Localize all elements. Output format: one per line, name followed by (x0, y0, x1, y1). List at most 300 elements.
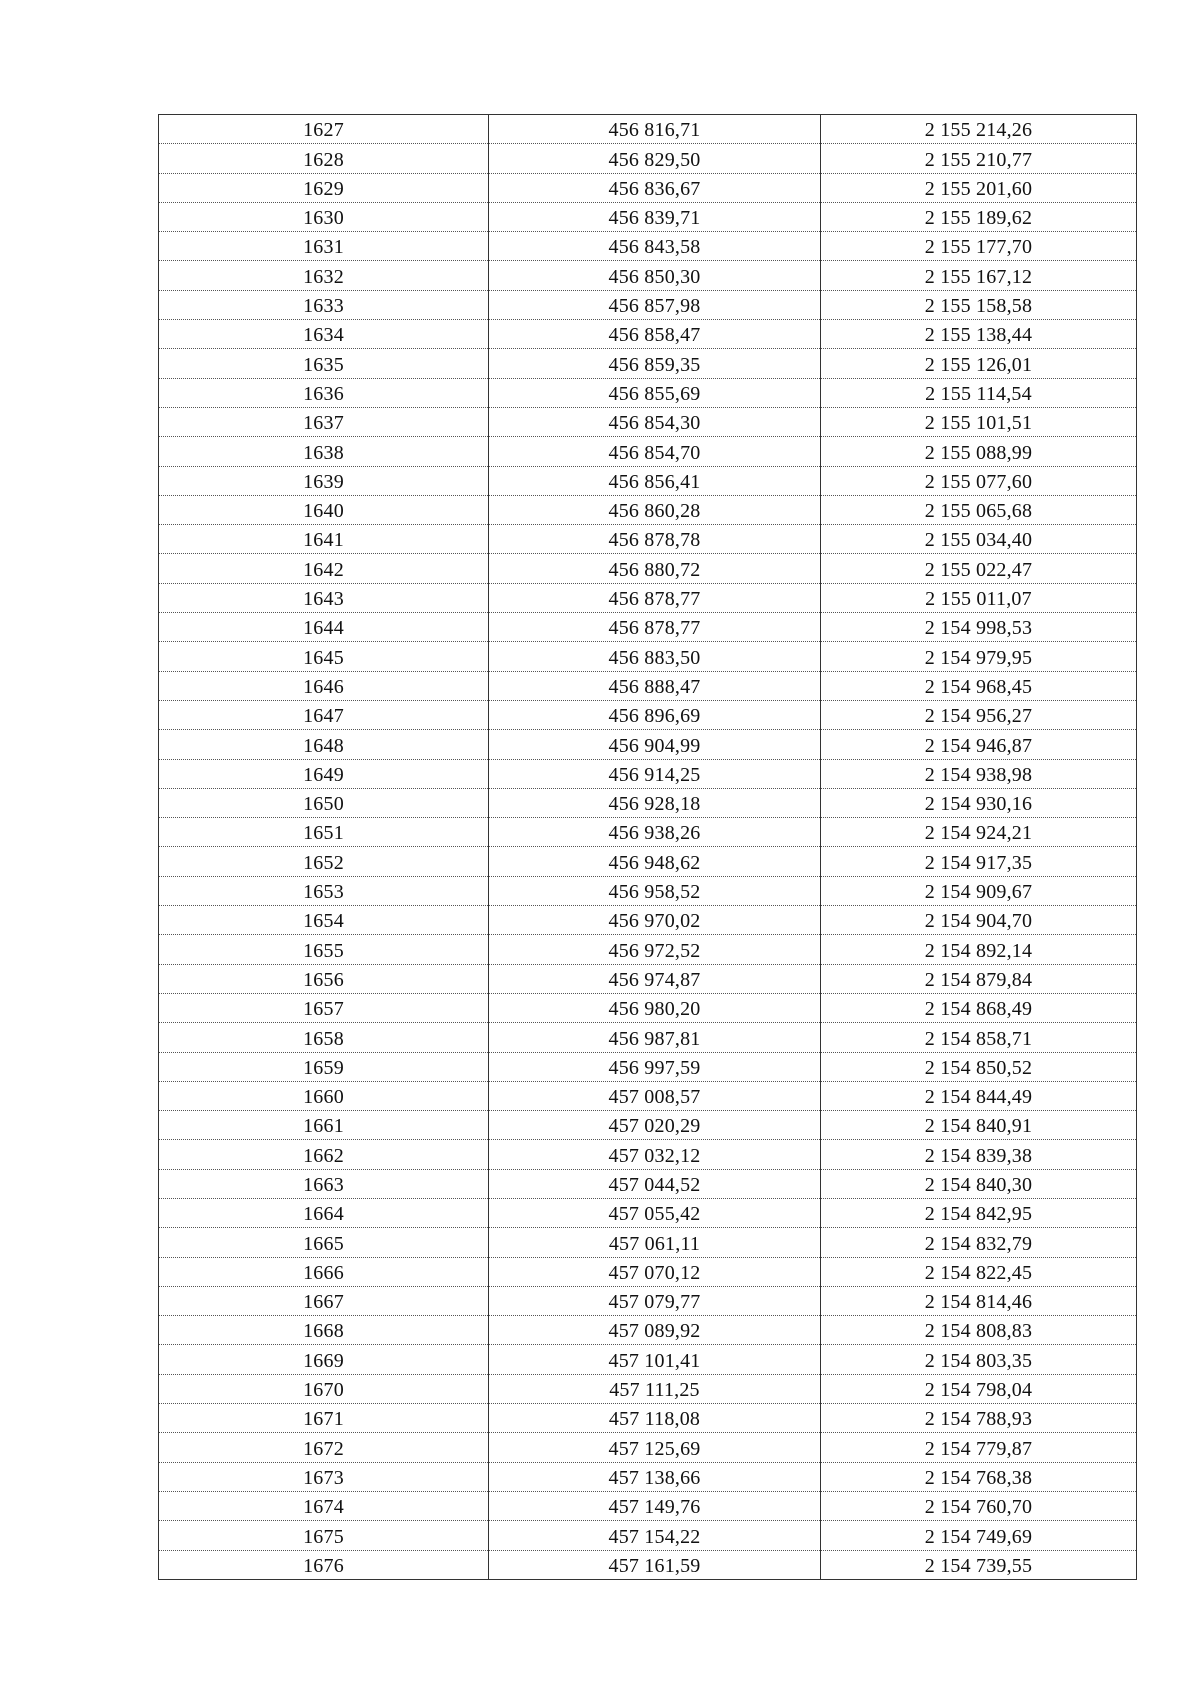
x-coordinate-cell (489, 378, 821, 407)
cell-text: 2 154 768,38 (924, 1466, 1033, 1489)
point-number-cell (159, 906, 489, 935)
cell-text: 457 138,66 (608, 1466, 701, 1489)
point-number-cell (159, 876, 489, 905)
y-coordinate-cell (821, 788, 1137, 817)
x-coordinate-cell (489, 1550, 821, 1579)
cell-text: 1641 (303, 529, 344, 552)
cell-text: 456 854,70 (608, 441, 701, 464)
cell-text: 456 850,30 (608, 265, 701, 288)
cell-text: 457 020,29 (608, 1115, 701, 1138)
cell-text: 456 958,52 (608, 881, 701, 904)
cell-text: 457 089,92 (608, 1320, 701, 1343)
x-coordinate-cell (489, 788, 821, 817)
cell-text: 1645 (303, 646, 344, 669)
table-row (159, 173, 1137, 202)
table-row (159, 730, 1137, 759)
y-coordinate-cell (821, 1052, 1137, 1081)
point-number-cell (159, 173, 489, 202)
y-coordinate-cell (821, 407, 1137, 436)
cell-text: 2 154 832,79 (924, 1232, 1033, 1255)
cell-text: 456 829,50 (608, 148, 701, 171)
y-coordinate-cell (821, 1111, 1137, 1140)
x-coordinate-cell (489, 1286, 821, 1315)
point-number-cell (159, 261, 489, 290)
cell-text: 1670 (303, 1379, 344, 1402)
cell-text: 1648 (303, 734, 344, 757)
table-row (159, 671, 1137, 700)
table-row (159, 1286, 1137, 1315)
coordinates-table-body (159, 115, 1137, 1580)
table-row (159, 818, 1137, 847)
x-coordinate-cell (489, 1374, 821, 1403)
cell-text: 1654 (303, 910, 344, 933)
cell-text: 457 101,41 (608, 1349, 701, 1372)
cell-text: 2 154 803,35 (924, 1349, 1033, 1372)
cell-text: 1661 (303, 1115, 344, 1138)
x-coordinate-cell (489, 613, 821, 642)
cell-text: 1628 (303, 148, 344, 171)
y-coordinate-cell (821, 525, 1137, 554)
cell-text: 456 883,50 (608, 646, 701, 669)
table-row (159, 554, 1137, 583)
cell-text: 457 125,69 (608, 1437, 701, 1460)
cell-text: 2 154 938,98 (924, 763, 1033, 786)
point-number-cell (159, 1316, 489, 1345)
cell-text: 1630 (303, 207, 344, 230)
y-coordinate-cell (821, 642, 1137, 671)
y-coordinate-cell (821, 144, 1137, 173)
x-coordinate-cell (489, 876, 821, 905)
cell-text: 2 154 858,71 (924, 1027, 1033, 1050)
cell-text: 2 154 739,55 (924, 1554, 1033, 1577)
cell-text: 2 155 210,77 (924, 148, 1033, 171)
cell-text: 1656 (303, 968, 344, 991)
cell-text: 1668 (303, 1320, 344, 1343)
point-number-cell (159, 1111, 489, 1140)
table-row (159, 1550, 1137, 1579)
y-coordinate-cell (821, 290, 1137, 319)
y-coordinate-cell (821, 1023, 1137, 1052)
x-coordinate-cell (489, 1491, 821, 1520)
y-coordinate-cell (821, 759, 1137, 788)
y-coordinate-cell (821, 320, 1137, 349)
cell-text: 2 155 158,58 (924, 295, 1033, 318)
cell-text: 1650 (303, 793, 344, 816)
point-number-cell (159, 232, 489, 261)
x-coordinate-cell (489, 261, 821, 290)
table-row (159, 1374, 1137, 1403)
cell-text: 1666 (303, 1261, 344, 1284)
point-number-cell (159, 671, 489, 700)
point-number-cell (159, 847, 489, 876)
x-coordinate-cell (489, 115, 821, 144)
y-coordinate-cell (821, 437, 1137, 466)
coordinates-table (158, 114, 1137, 1580)
point-number-cell (159, 1228, 489, 1257)
table-row (159, 495, 1137, 524)
table-row (159, 437, 1137, 466)
cell-text: 2 155 177,70 (924, 236, 1033, 259)
cell-text: 2 154 749,69 (924, 1525, 1033, 1548)
table-row (159, 1140, 1137, 1169)
x-coordinate-cell (489, 1052, 821, 1081)
y-coordinate-cell (821, 906, 1137, 935)
point-number-cell (159, 935, 489, 964)
x-coordinate-cell (489, 993, 821, 1022)
cell-text: 457 161,59 (608, 1554, 701, 1577)
point-number-cell (159, 1081, 489, 1110)
table-row (159, 1404, 1137, 1433)
y-coordinate-cell (821, 173, 1137, 202)
cell-text: 1664 (303, 1203, 344, 1226)
x-coordinate-cell (489, 1433, 821, 1462)
cell-text: 2 155 088,99 (924, 441, 1033, 464)
y-coordinate-cell (821, 495, 1137, 524)
cell-text: 1644 (303, 617, 344, 640)
y-coordinate-cell (821, 1374, 1137, 1403)
x-coordinate-cell (489, 202, 821, 231)
cell-text: 1674 (303, 1496, 344, 1519)
x-coordinate-cell (489, 1404, 821, 1433)
cell-text: 456 904,99 (608, 734, 701, 757)
cell-text: 2 154 909,67 (924, 881, 1033, 904)
cell-text: 1632 (303, 265, 344, 288)
cell-text: 456 878,77 (608, 617, 701, 640)
y-coordinate-cell (821, 700, 1137, 729)
x-coordinate-cell (489, 320, 821, 349)
table-row (159, 993, 1137, 1022)
point-number-cell (159, 1433, 489, 1462)
table-row (159, 115, 1137, 144)
y-coordinate-cell (821, 554, 1137, 583)
cell-text: 1653 (303, 881, 344, 904)
x-coordinate-cell (489, 290, 821, 319)
cell-text: 2 154 930,16 (924, 793, 1033, 816)
cell-text: 2 154 946,87 (924, 734, 1033, 757)
cell-text: 2 155 011,07 (925, 588, 1032, 611)
cell-text: 2 155 022,47 (924, 558, 1033, 581)
point-number-cell (159, 613, 489, 642)
y-coordinate-cell (821, 349, 1137, 378)
cell-text: 1665 (303, 1232, 344, 1255)
point-number-cell (159, 525, 489, 554)
cell-text: 2 154 798,04 (924, 1379, 1033, 1402)
cell-text: 2 154 879,84 (924, 968, 1033, 991)
cell-text: 1640 (303, 500, 344, 523)
cell-text: 456 854,30 (608, 412, 701, 435)
x-coordinate-cell (489, 1081, 821, 1110)
y-coordinate-cell (821, 1081, 1137, 1110)
cell-text: 2 154 839,38 (924, 1144, 1033, 1167)
y-coordinate-cell (821, 1286, 1137, 1315)
cell-text: 1672 (303, 1437, 344, 1460)
point-number-cell (159, 1052, 489, 1081)
table-row (159, 261, 1137, 290)
point-number-cell (159, 466, 489, 495)
cell-text: 2 154 814,46 (924, 1291, 1033, 1314)
point-number-cell (159, 1023, 489, 1052)
table-row (159, 935, 1137, 964)
y-coordinate-cell (821, 1228, 1137, 1257)
y-coordinate-cell (821, 876, 1137, 905)
cell-text: 2 154 917,35 (924, 851, 1033, 874)
point-number-cell (159, 642, 489, 671)
x-coordinate-cell (489, 1316, 821, 1345)
cell-text: 1627 (303, 119, 344, 142)
cell-text: 456 948,62 (608, 851, 701, 874)
point-number-cell (159, 1462, 489, 1491)
table-row (159, 1111, 1137, 1140)
cell-text: 2 155 167,12 (924, 265, 1033, 288)
table-row (159, 876, 1137, 905)
cell-text: 2 154 979,95 (924, 646, 1033, 669)
point-number-cell (159, 290, 489, 319)
x-coordinate-cell (489, 642, 821, 671)
point-number-cell (159, 759, 489, 788)
cell-text: 456 878,77 (608, 588, 701, 611)
cell-text: 1633 (303, 295, 344, 318)
cell-text: 456 928,18 (608, 793, 701, 816)
cell-text: 2 155 077,60 (924, 470, 1033, 493)
point-number-cell (159, 1286, 489, 1315)
cell-text: 2 155 126,01 (924, 353, 1033, 376)
table-row (159, 202, 1137, 231)
table-row (159, 613, 1137, 642)
cell-text: 1637 (303, 412, 344, 435)
table-row (159, 788, 1137, 817)
cell-text: 2 155 214,26 (924, 119, 1033, 142)
cell-text: 1675 (303, 1525, 344, 1548)
cell-text: 456 860,28 (608, 500, 701, 523)
cell-text: 2 154 850,52 (924, 1056, 1033, 1079)
point-number-cell (159, 144, 489, 173)
cell-text: 457 055,42 (608, 1203, 701, 1226)
point-number-cell (159, 202, 489, 231)
cell-text: 2 154 808,83 (924, 1320, 1033, 1343)
table-row (159, 144, 1137, 173)
table-row (159, 320, 1137, 349)
table-row (159, 1081, 1137, 1110)
x-coordinate-cell (489, 173, 821, 202)
cell-text: 2 154 840,91 (924, 1115, 1033, 1138)
cell-text: 1634 (303, 324, 344, 347)
x-coordinate-cell (489, 1257, 821, 1286)
cell-text: 2 155 114,54 (925, 382, 1032, 405)
x-coordinate-cell (489, 847, 821, 876)
point-number-cell (159, 1169, 489, 1198)
cell-text: 1658 (303, 1027, 344, 1050)
cell-text: 457 070,12 (608, 1261, 701, 1284)
cell-text: 2 155 189,62 (924, 207, 1033, 230)
cell-text: 457 008,57 (608, 1086, 701, 1109)
x-coordinate-cell (489, 144, 821, 173)
cell-text: 1657 (303, 998, 344, 1021)
table-row (159, 1521, 1137, 1550)
cell-text: 1647 (303, 705, 344, 728)
cell-text: 1643 (303, 588, 344, 611)
cell-text: 457 111,25 (609, 1379, 700, 1402)
y-coordinate-cell (821, 1198, 1137, 1227)
cell-text: 456 836,67 (608, 177, 701, 200)
table-row (159, 1462, 1137, 1491)
y-coordinate-cell (821, 1550, 1137, 1579)
point-number-cell (159, 437, 489, 466)
cell-text: 1629 (303, 177, 344, 200)
cell-text: 456 855,69 (608, 382, 701, 405)
cell-text: 1649 (303, 763, 344, 786)
point-number-cell (159, 788, 489, 817)
x-coordinate-cell (489, 407, 821, 436)
table-row (159, 759, 1137, 788)
x-coordinate-cell (489, 935, 821, 964)
x-coordinate-cell (489, 1228, 821, 1257)
x-coordinate-cell (489, 1521, 821, 1550)
table-row (159, 642, 1137, 671)
x-coordinate-cell (489, 583, 821, 612)
x-coordinate-cell (489, 1198, 821, 1227)
point-number-cell (159, 407, 489, 436)
x-coordinate-cell (489, 1169, 821, 1198)
table-row (159, 847, 1137, 876)
cell-text: 1659 (303, 1056, 344, 1079)
table-row (159, 1052, 1137, 1081)
point-number-cell (159, 1140, 489, 1169)
cell-text: 456 858,47 (608, 324, 701, 347)
table-row (159, 525, 1137, 554)
cell-text: 2 155 138,44 (924, 324, 1033, 347)
point-number-cell (159, 583, 489, 612)
cell-text: 1636 (303, 382, 344, 405)
cell-text: 457 044,52 (608, 1173, 701, 1196)
table-row (159, 1198, 1137, 1227)
cell-text: 2 154 844,49 (924, 1086, 1033, 1109)
y-coordinate-cell (821, 935, 1137, 964)
y-coordinate-cell (821, 1521, 1137, 1550)
x-coordinate-cell (489, 466, 821, 495)
table-row (159, 1228, 1137, 1257)
cell-text: 456 878,78 (608, 529, 701, 552)
cell-text: 1662 (303, 1144, 344, 1167)
cell-text: 456 970,02 (608, 910, 701, 933)
cell-text: 2 154 868,49 (924, 998, 1033, 1021)
y-coordinate-cell (821, 1257, 1137, 1286)
cell-text: 456 880,72 (608, 558, 701, 581)
point-number-cell (159, 1491, 489, 1520)
x-coordinate-cell (489, 1462, 821, 1491)
cell-text: 456 974,87 (608, 968, 701, 991)
cell-text: 2 155 034,40 (924, 529, 1033, 552)
y-coordinate-cell (821, 671, 1137, 700)
cell-text: 1642 (303, 558, 344, 581)
x-coordinate-cell (489, 964, 821, 993)
table-row (159, 232, 1137, 261)
table-row (159, 906, 1137, 935)
y-coordinate-cell (821, 964, 1137, 993)
table-row (159, 466, 1137, 495)
cell-text: 457 032,12 (608, 1144, 701, 1167)
cell-text: 1663 (303, 1173, 344, 1196)
cell-text: 2 155 101,51 (924, 412, 1033, 435)
y-coordinate-cell (821, 1404, 1137, 1433)
cell-text: 457 061,11 (608, 1232, 701, 1255)
x-coordinate-cell (489, 1111, 821, 1140)
x-coordinate-cell (489, 730, 821, 759)
cell-text: 2 154 968,45 (924, 675, 1033, 698)
cell-text: 1673 (303, 1466, 344, 1489)
table-row (159, 1316, 1137, 1345)
y-coordinate-cell (821, 1316, 1137, 1345)
cell-text: 2 154 840,30 (924, 1173, 1033, 1196)
x-coordinate-cell (489, 232, 821, 261)
table-row (159, 349, 1137, 378)
y-coordinate-cell (821, 993, 1137, 1022)
point-number-cell (159, 1257, 489, 1286)
y-coordinate-cell (821, 261, 1137, 290)
table-row (159, 1345, 1137, 1374)
cell-text: 456 839,71 (608, 207, 701, 230)
table-row (159, 407, 1137, 436)
table-row (159, 290, 1137, 319)
table-row (159, 1257, 1137, 1286)
cell-text: 1638 (303, 441, 344, 464)
cell-text: 2 154 924,21 (924, 822, 1033, 845)
cell-text: 2 155 065,68 (924, 500, 1033, 523)
y-coordinate-cell (821, 1140, 1137, 1169)
cell-text: 2 154 998,53 (924, 617, 1033, 640)
cell-text: 456 980,20 (608, 998, 701, 1021)
point-number-cell (159, 115, 489, 144)
x-coordinate-cell (489, 349, 821, 378)
cell-text: 1639 (303, 470, 344, 493)
table-row (159, 378, 1137, 407)
table-row (159, 964, 1137, 993)
cell-text: 2 154 904,70 (924, 910, 1033, 933)
cell-text: 1669 (303, 1349, 344, 1372)
point-number-cell (159, 495, 489, 524)
cell-text: 1660 (303, 1086, 344, 1109)
cell-text: 457 154,22 (608, 1525, 701, 1548)
x-coordinate-cell (489, 1023, 821, 1052)
point-number-cell (159, 320, 489, 349)
point-number-cell (159, 993, 489, 1022)
cell-text: 456 997,59 (608, 1056, 701, 1079)
cell-text: 1631 (303, 236, 344, 259)
cell-text: 457 118,08 (608, 1408, 701, 1431)
table-row (159, 1169, 1137, 1198)
cell-text: 456 938,26 (608, 822, 701, 845)
cell-text: 1646 (303, 675, 344, 698)
cell-text: 2 154 760,70 (924, 1496, 1033, 1519)
cell-text: 2 155 201,60 (924, 177, 1033, 200)
x-coordinate-cell (489, 437, 821, 466)
cell-text: 2 154 822,45 (924, 1261, 1033, 1284)
point-number-cell (159, 818, 489, 847)
x-coordinate-cell (489, 671, 821, 700)
cell-text: 456 816,71 (608, 119, 701, 142)
cell-text: 456 914,25 (608, 763, 701, 786)
y-coordinate-cell (821, 583, 1137, 612)
y-coordinate-cell (821, 466, 1137, 495)
x-coordinate-cell (489, 1140, 821, 1169)
cell-text: 457 079,77 (608, 1291, 701, 1314)
cell-text: 2 154 788,93 (924, 1408, 1033, 1431)
x-coordinate-cell (489, 818, 821, 847)
point-number-cell (159, 349, 489, 378)
cell-text: 456 857,98 (608, 295, 701, 318)
point-number-cell (159, 1550, 489, 1579)
cell-text: 1635 (303, 353, 344, 376)
cell-text: 456 987,81 (608, 1027, 701, 1050)
